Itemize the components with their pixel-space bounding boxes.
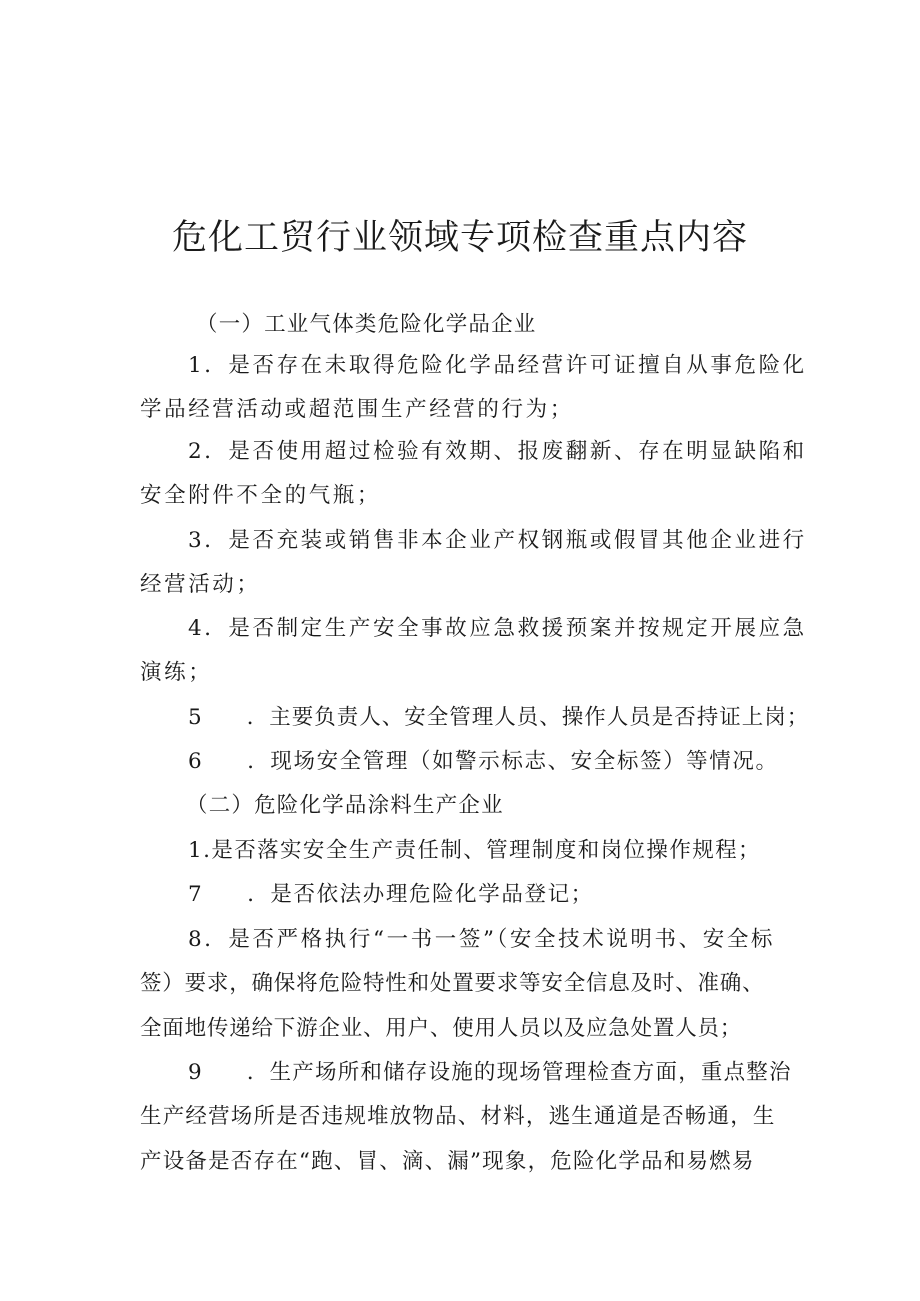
s2-item-7-number: 7 bbox=[188, 882, 204, 907]
item-2-line-1: 2．是否使用超过检验有效期、报废翻新、存在明显缺陷和 bbox=[188, 439, 807, 464]
item-1-line-1: 1．是否存在未取得危险化学品经营许可证擅自从事危险化 bbox=[188, 353, 807, 378]
item-6-number: 6 bbox=[188, 749, 204, 774]
section-heading-2: （二）危险化学品涂料生产企业 bbox=[186, 793, 504, 818]
item-8-line-3: 全面地传递给下游企业、用户、使用人员以及应急处置人员； bbox=[140, 1016, 743, 1041]
s2-item-1: 1.是否落实安全生产责任制、管理制度和岗位操作规程； bbox=[188, 838, 761, 863]
item-4-line-1: 4．是否制定生产安全事故应急救援预案并按规定开展应急 bbox=[188, 616, 807, 641]
item-5-number: 5 bbox=[188, 705, 203, 730]
item-9-line-3: 产设备是否存在“跑、冒、滴、漏”现象，危险化学品和易燃易 bbox=[140, 1149, 755, 1174]
item-9-line-2: 生产经营场所是否违规堆放物品、材料，逃生通道是否畅通，生 bbox=[140, 1104, 776, 1129]
item-1-line-2: 学品经营活动或超范围生产经营的行为； bbox=[140, 397, 574, 422]
s2-item-7-text: ．是否依法办理危险化学品登记； bbox=[247, 882, 594, 907]
item-9-line-1 bbox=[188, 1058, 848, 1088]
s2-item-7 bbox=[188, 880, 848, 910]
document-title: 危化工贸行业领域专项检查重点内容 bbox=[171, 218, 748, 258]
item-8-line-1: 8．是否严格执行“一书一签”（安全技术说明书、安全标 bbox=[188, 927, 776, 952]
item-9-number: 9 bbox=[188, 1060, 203, 1085]
item-5 bbox=[188, 703, 848, 733]
item-3-line-2: 经营活动； bbox=[140, 572, 261, 597]
section-heading-1: （一）工业气体类危险化学品企业 bbox=[196, 312, 537, 337]
item-8-line-2: 签）要求，确保将危险特性和处置要求等安全信息及时、准确、 bbox=[140, 971, 765, 996]
item-4-line-2: 演练； bbox=[140, 660, 213, 685]
item-3-line-1: 3．是否充装或销售非本企业产权钢瓶或假冒其他企业进行 bbox=[188, 528, 807, 553]
item-9-text: ．生产场所和储存设施的现场管理检查方面，重点整治 bbox=[246, 1060, 792, 1085]
item-6-text: ．现场安全管理（如警示标志、安全标签）等情况。 bbox=[247, 749, 779, 774]
item-2-line-2: 安全附件不全的气瓶； bbox=[140, 483, 382, 508]
item-5-text: ．主要负责人、安全管理人员、操作人员是否持证上岗； bbox=[246, 705, 810, 730]
item-6 bbox=[188, 747, 848, 777]
